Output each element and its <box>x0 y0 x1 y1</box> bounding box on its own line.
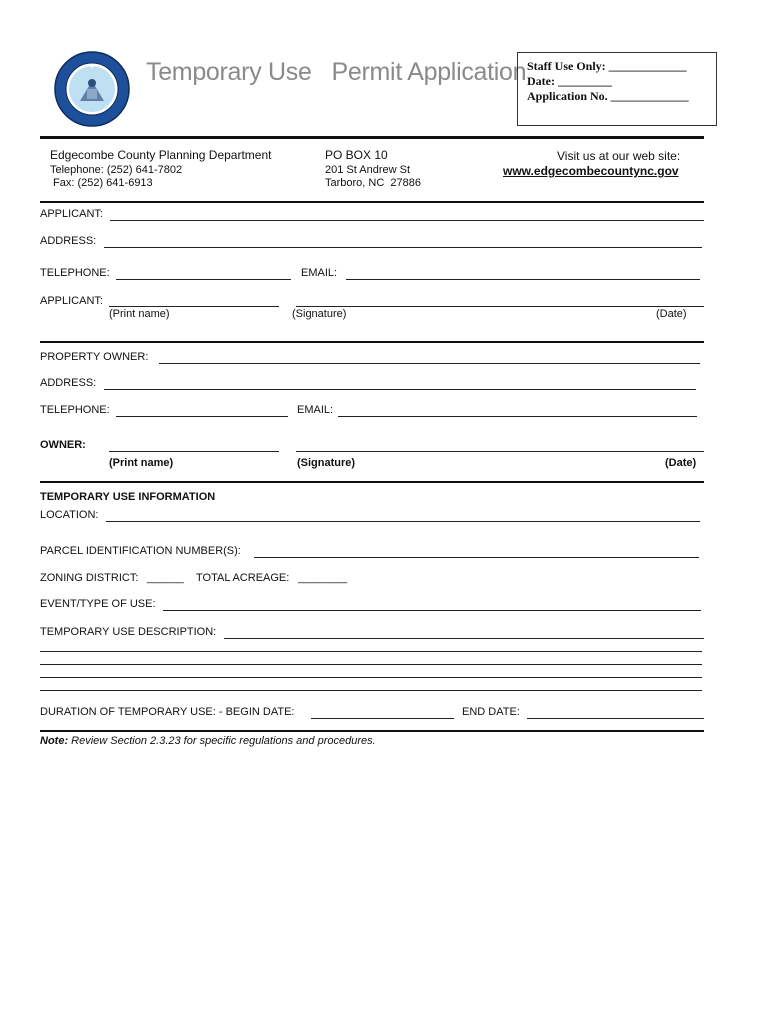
owner-divider <box>40 481 704 483</box>
description-field-line-2[interactable] <box>40 651 702 652</box>
property-owner-field[interactable] <box>159 363 700 364</box>
begin-date-field[interactable] <box>311 718 454 719</box>
staff-date-line: Date: _________ <box>527 74 612 88</box>
svg-text:✦: ✦ <box>89 65 95 71</box>
owner-telephone-field[interactable] <box>116 416 288 417</box>
street-address: 201 St Andrew St <box>325 164 410 176</box>
po-box: PO BOX 10 <box>325 148 388 162</box>
owner-date-caption: (Date) <box>665 457 697 469</box>
applicant-telephone-field[interactable] <box>116 279 291 280</box>
website-link[interactable]: www.edgecombecountync.gov <box>503 164 679 178</box>
applicant-print-name-field[interactable] <box>109 306 279 307</box>
description-field-line-5[interactable] <box>40 690 702 691</box>
temporary-use-heading: TEMPORARY USE INFORMATION <box>40 491 216 503</box>
owner-address-field[interactable] <box>104 389 696 390</box>
applicant-address-label: ADDRESS: <box>40 235 97 247</box>
owner-print-name-field[interactable] <box>109 451 279 452</box>
parcel-id-field[interactable] <box>254 557 699 558</box>
contact-divider <box>40 201 704 203</box>
department-name: Edgecombe County Planning Department <box>50 148 272 162</box>
total-acreage-label: TOTAL ACREAGE: <box>196 572 290 584</box>
parcel-id-label: PARCEL IDENTIFICATION NUMBER(S): <box>40 545 241 557</box>
location-label: LOCATION: <box>40 509 99 521</box>
begin-date-label: DURATION OF TEMPORARY USE: - BEGIN DATE: <box>40 706 295 718</box>
note-label: Note: <box>40 735 69 747</box>
end-date-label: END DATE: <box>462 706 520 718</box>
owner-email-label: EMAIL: <box>297 404 334 416</box>
department-telephone: Telephone: (252) 641-7802 <box>50 164 183 176</box>
staff-use-box <box>517 52 717 126</box>
staff-use-line: Staff Use Only: _____________ <box>527 59 687 73</box>
description-field-line-3[interactable] <box>40 664 702 665</box>
owner-email-field[interactable] <box>338 416 697 417</box>
applicant-signature-field[interactable] <box>296 306 704 307</box>
website-prompt: Visit us at our web site: <box>557 149 681 163</box>
description-field-line-1[interactable] <box>224 638 704 639</box>
applicant-sign-label: APPLICANT: <box>40 295 103 307</box>
end-date-field[interactable] <box>527 718 704 719</box>
owner-signature-field[interactable] <box>296 451 704 452</box>
footer-note <box>40 735 376 747</box>
owner-print-name-caption: (Print name) <box>109 457 174 469</box>
page-title: Temporary Use Permit Application <box>146 58 527 86</box>
owner-signature-caption: (Signature) <box>297 457 356 469</box>
applicant-date-caption: (Date) <box>656 308 687 320</box>
staff-application-no-line: Application No. _____________ <box>527 89 689 103</box>
applicant-field[interactable] <box>110 220 704 221</box>
applicant-email-label: EMAIL: <box>301 267 338 279</box>
applicant-print-name-caption: (Print name) <box>109 308 170 320</box>
applicant-address-field[interactable] <box>104 247 702 248</box>
footer-divider <box>40 730 704 732</box>
city-state-zip: Tarboro, NC 27886 <box>325 177 421 189</box>
note-text: Review Section 2.3.23 for specific regulations and procedures. <box>71 735 376 747</box>
event-type-field[interactable] <box>163 610 701 611</box>
department-fax: Fax: (252) 641-6913 <box>53 177 153 189</box>
location-field[interactable] <box>106 521 700 522</box>
description-label: TEMPORARY USE DESCRIPTION: <box>40 626 217 638</box>
header-divider <box>40 136 704 139</box>
zoning-district-label: ZONING DISTRICT: <box>40 572 139 584</box>
total-acreage-field[interactable]: ________ <box>298 572 347 584</box>
applicant-label: APPLICANT: <box>40 208 103 220</box>
applicant-email-field[interactable] <box>346 279 700 280</box>
owner-sign-label: OWNER: <box>40 439 86 451</box>
event-type-label: EVENT/TYPE OF USE: <box>40 598 156 610</box>
description-field-line-4[interactable] <box>40 677 702 678</box>
applicant-signature-caption: (Signature) <box>292 308 347 320</box>
applicant-telephone-label: TELEPHONE: <box>40 267 110 279</box>
zoning-district-field[interactable]: ______ <box>147 572 184 584</box>
property-owner-label: PROPERTY OWNER: <box>40 351 149 363</box>
owner-address-label: ADDRESS: <box>40 377 97 389</box>
applicant-divider <box>40 341 704 343</box>
county-seal-logo <box>54 51 130 127</box>
owner-telephone-label: TELEPHONE: <box>40 404 110 416</box>
